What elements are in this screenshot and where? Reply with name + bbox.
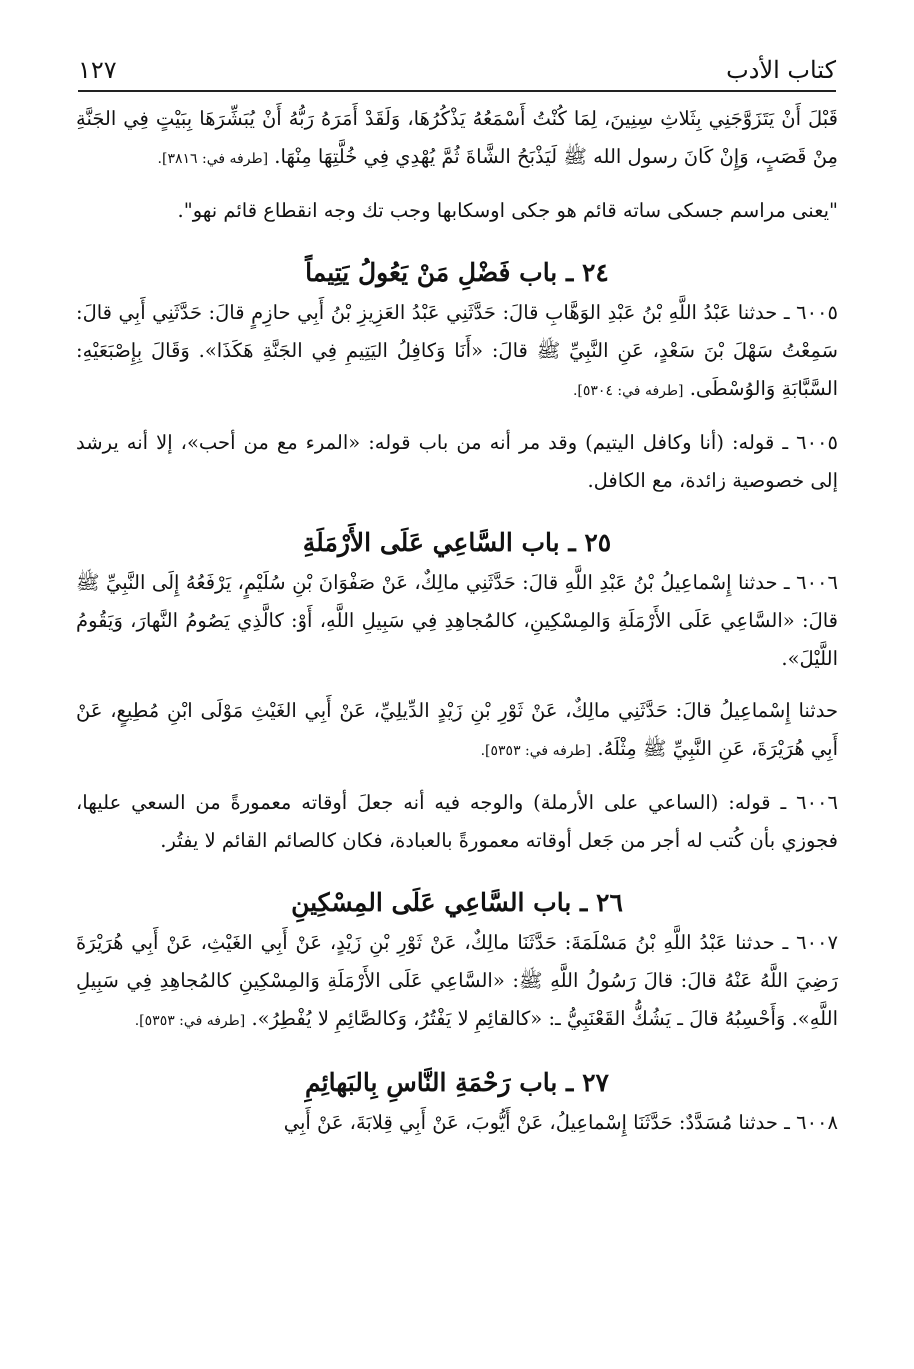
paragraph-text: ٦٠٠٥ ـ حدثنا عَبْدُ اللَّهِ بْنُ عَبْدِ الوَهَّابِ قالَ: حَدَّثَنِي عَبْدُ العَزِيزِ بْنُ أَبِي حازِمٍ قالَ: حَدَّثَنِي أَبِي قالَ: سَمِعْتُ سَهْلَ بْنَ سَعْدٍ، عَنِ النَّبِيِّ ﷺ قالَ: «أَنَا وَكافِلُ اليَتِيمِ فِي الجَنَّةِ هَكَذَا». وَقَالَ بِإِصْبَعَيْهِ: السَّبَّابَةِ وَالوُسْطَى.	[76, 301, 838, 400]
chapter-heading-25: ٢٥ ـ باب السَّاعِي عَلَى الأَرْمَلَةِ	[302, 528, 612, 557]
page-header	[78, 50, 836, 92]
paragraph-text: قَبْلَ أَنْ يَتَزَوَّجَنِي بِثَلاثِ سِنِينَ، لِمَا كُنْتُ أَسْمَعُهُ يَذْكُرُهَا، وَلَقَدْ أَمَرَهُ رَبُّهُ أَنْ يُبَشِّرَهَا بِبَيْتٍ فِي الجَنَّةِ مِنْ قَصَبٍ، وَإِنْ كَانَ رسول الله ﷺ لَيَذْبَحُ الشَّاةَ ثُمَّ يُهْدِي فِي خُلَّتِهَا مِنْهَا.	[76, 107, 838, 168]
paragraph-text: حدثنا إِسْماعِيلُ قالَ: حَدَّثَنِي مالِكٌ، عَنْ ثَوْرِ بْنِ زَيْدٍ الدِّيلِيِّ، عَنْ أَبِي الغَيْثِ مَوْلَى ابْنِ مُطِيعٍ، عَنْ أَبِي هُرَيْرَةَ، عَنِ النَّبِيِّ ﷺ مِثْلَهُ.	[76, 699, 838, 760]
cross-reference-note: [طرفه في: ٥٣٥٣].	[480, 743, 592, 759]
book-title: كتاب الأدب	[726, 56, 836, 84]
chapter-heading-24: ٢٤ ـ باب فَضْلِ مَنْ يَعُولُ يَتِيماً	[305, 258, 609, 287]
hadith-6006	[76, 564, 838, 678]
cross-reference-note: [طرفه في: ٣٨١٦].	[157, 151, 269, 167]
cross-reference-note: [طرفه في: ٥٣٥٣].	[134, 1013, 246, 1029]
chapter-heading-27: ٢٧ ـ باب رَحْمَةِ النَّاسِ بِالبَهائِمِ	[305, 1068, 609, 1097]
commentary-6006	[76, 784, 838, 860]
cross-reference-note: [طرفه في: ٥٣٠٤].	[572, 383, 684, 399]
chapter-heading-26: ٢٦ ـ باب السَّاعِي عَلَى المِسْكِينِ	[291, 888, 623, 917]
hadith-6006-second-chain	[76, 692, 838, 770]
hadith-continuation	[76, 100, 838, 178]
hadith-6007	[76, 924, 838, 1040]
paragraph-text: ٦٠٠٥ ـ قوله: (أنا وكافل اليتيم) وقد مر أنه من باب قوله: «المرء مع من أحب»، إلا أنه يرشد إلى خصوصية زائدة، مع الكافل.	[76, 431, 838, 492]
paragraph-text: ٦٠٠٦ ـ حدثنا إِسْماعِيلُ بْنُ عَبْدِ اللَّهِ قالَ: حَدَّثَنِي مالِكٌ، عَنْ صَفْوَانَ بْنِ سُلَيْمٍ، يَرْفَعُهُ إِلَى النَّبِيِّ ﷺ قالَ: «السَّاعِي عَلَى الأَرْمَلَةِ وَالمِسْكِينِ، كالمُجاهِدِ فِي سَبِيلِ اللَّهِ، أَوْ: كالَّذِي يَصُومُ النَّهارَ، وَيَقُومُ اللَّيْلَ».	[76, 571, 838, 670]
hadith-6008	[76, 1104, 838, 1142]
commentary-urdu	[76, 192, 838, 230]
paragraph-text: "يعنى مراسم جسكى ساته قائم هو جكى اوسكابها وجب تك وجه انقطاع قائم نهو".	[177, 199, 838, 222]
paragraph-text: ٦٠٠٦ ـ قوله: (الساعي على الأرملة) والوجه فيه أنه جعلَ أوقاته معمورةً من السعي عليها، فجوزي بأن كُتب له أجر من جَعل أوقاته معمورةً بالعبادة، فكان كالصائم القائم لا يفتُر.	[76, 791, 838, 852]
paragraph-text: ٦٠٠٧ ـ حدثنا عَبْدُ اللَّهِ بْنُ مَسْلَمَةَ: حَدَّثَنَا مالِكٌ، عَنْ ثَوْرِ بْنِ زَيْدٍ، عَنْ أَبِي الغَيْثِ، عَنْ أَبِي هُرَيْرَةَ رَضِيَ اللَّهُ عَنْهُ قالَ: قالَ رَسُولُ اللَّهِ ﷺ: «السَّاعِي عَلَى الأَرْمَلَةِ وَالمِسْكِينِ كالمُجاهِدِ فِي سَبِيلِ اللَّهِ». وَأَحْسِبُهُ قالَ ـ يَشُكُّ القَعْنَبِيُّ ـ: «كالقائِمِ لا يَفْتُرُ، وَكالصَّائِمِ لا يُفْطِرُ».	[76, 931, 838, 1030]
paragraph-text: ٦٠٠٨ ـ حدثنا مُسَدَّدٌ: حَدَّثَنَا إِسْماعِيلُ، عَنْ أَيُّوبَ، عَنْ أَبِي قِلابَةَ، عَنْ أَبِي	[283, 1111, 838, 1134]
page-number: ١٢٧	[78, 56, 117, 84]
hadith-6005	[76, 294, 838, 410]
commentary-6005	[76, 424, 838, 500]
page-body	[76, 100, 838, 1142]
